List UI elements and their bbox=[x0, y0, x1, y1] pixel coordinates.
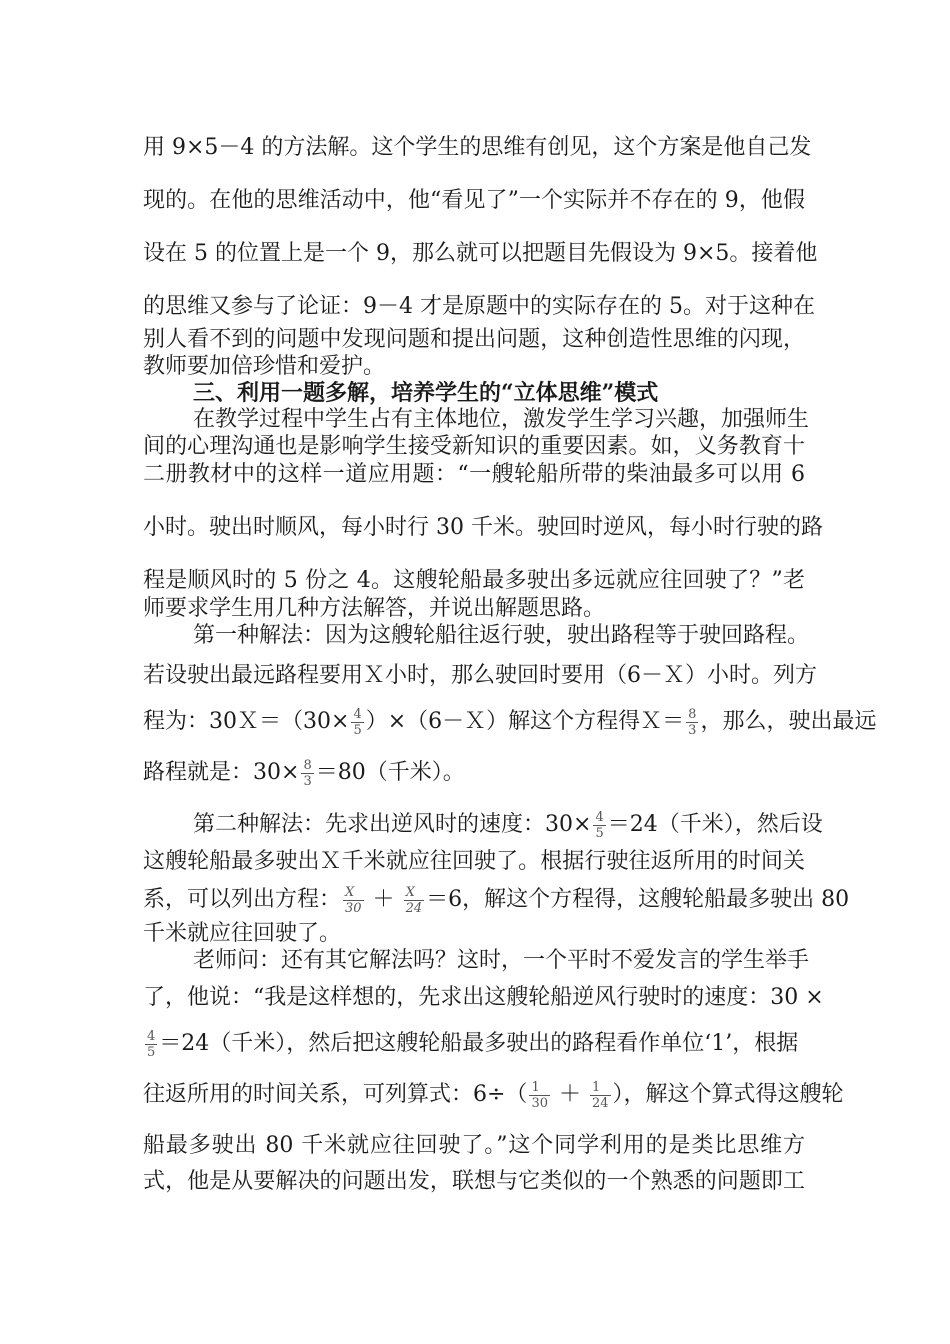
line-text: ＋ bbox=[551, 1082, 588, 1107]
fraction-numerator: X bbox=[404, 885, 425, 901]
fraction bbox=[404, 885, 425, 916]
fraction-numerator: X bbox=[343, 885, 364, 901]
fraction bbox=[686, 707, 698, 738]
fraction-denominator: 24 bbox=[591, 1095, 609, 1111]
fraction bbox=[301, 758, 313, 789]
fraction-denominator: 3 bbox=[688, 722, 697, 738]
fraction-numerator: 8 bbox=[303, 757, 312, 773]
line-text: 程是顺风时的 5 份之 4。这艘轮船最多驶出多远就应往回驶了？”老 bbox=[143, 568, 805, 593]
line-text: 船最多驶出 80 千米就应往回驶了。”这个同学利用的是类比思维方 bbox=[143, 1133, 805, 1158]
line-text: 若设驶出最远路程要用Ｘ小时，那么驶回时要用（6－Ｘ）小时。列方 bbox=[143, 663, 817, 688]
line-text: ，那么，驶出最远 bbox=[700, 709, 877, 734]
line-text: 程为：30Ｘ＝（30× bbox=[143, 709, 350, 734]
fraction-numerator: 4 bbox=[353, 706, 362, 722]
fraction-denominator: 30 bbox=[345, 900, 362, 916]
text-line bbox=[143, 128, 812, 168]
equation-line bbox=[143, 753, 805, 793]
text-line bbox=[143, 1126, 805, 1166]
line-text: 现的。在他的思维活动中，他“看见了”一个实际并不存在的 9，他假 bbox=[143, 188, 805, 213]
fraction-denominator: 3 bbox=[303, 773, 312, 789]
text-line bbox=[143, 455, 805, 495]
equation-line bbox=[143, 702, 877, 742]
line-text: 式，他是从要解决的问题出发，联想与它类似的一个熟悉的问题即工 bbox=[143, 1169, 805, 1194]
line-text: ＝24（千米），然后设 bbox=[607, 812, 823, 837]
line-text: ＝24（千米），然后把这艘轮船最多驶出的路程看作单位‘1’，根据 bbox=[159, 1031, 799, 1056]
line-text: 第一种解法：因为这艘轮船往返行驶，驶出路程等于驶回路程。 bbox=[193, 623, 810, 648]
line-text: 二册教材中的这样一道应用题：“一艘轮船所带的柴油最多可以用 6 bbox=[143, 462, 805, 487]
fraction-denominator: 24 bbox=[405, 900, 423, 916]
line-text: 在教学过程中学生占有主体地位，激发学生学习兴趣，加强师生 bbox=[193, 407, 810, 432]
line-text: 第二种解法：先求出逆风时的速度：30× bbox=[193, 812, 592, 837]
fraction bbox=[351, 707, 363, 738]
fraction bbox=[590, 1080, 611, 1111]
line-text: 这艘轮船最多驶出Ｘ千米就应往回驶了。根据行驶往返所用的时间关 bbox=[143, 849, 805, 874]
fraction-denominator: 30 bbox=[531, 1095, 548, 1111]
equation-line bbox=[143, 1024, 805, 1064]
text-line bbox=[143, 508, 823, 548]
fraction bbox=[529, 1080, 550, 1111]
line-text: 老师问：还有其它解法吗？这时，一个平时不爱发言的学生举手 bbox=[193, 948, 810, 973]
line-text: 路程就是：30× bbox=[143, 760, 300, 785]
fraction-denominator: 5 bbox=[353, 722, 362, 738]
text-line bbox=[143, 1162, 805, 1202]
heading-text: 三、利用一题多解，培养学生的“立体思维”模式 bbox=[193, 380, 659, 406]
line-text: 师要求学生用几种方法解答，并说出解题思路。 bbox=[143, 596, 606, 621]
fraction-numerator: 4 bbox=[147, 1028, 156, 1044]
line-text: 用 9×5－4 的方法解。这个学生的思维有创见，这个方案是他自己发 bbox=[143, 135, 812, 160]
text-line bbox=[143, 978, 824, 1018]
text-line bbox=[193, 616, 810, 656]
line-text: ）×（6－Ｘ）解这个方程得Ｘ＝ bbox=[365, 709, 685, 734]
line-text: 小时。驶出时顺风，每小时行 30 千米。驶回时逆风，每小时行驶的路 bbox=[143, 515, 823, 540]
fraction-numerator: 1 bbox=[529, 1080, 550, 1096]
fraction-denominator: 5 bbox=[595, 825, 604, 841]
fraction-numerator: 4 bbox=[595, 809, 604, 825]
line-text: ＋ bbox=[365, 887, 402, 912]
text-line bbox=[193, 941, 810, 981]
equation-line bbox=[193, 805, 823, 845]
line-text: ），解这个算式得这艘轮 bbox=[612, 1082, 844, 1107]
line-text: 了，他说：“我是这样想的，先求出这艘轮船逆风行驶时的速度：30 × bbox=[143, 985, 824, 1010]
line-text: 间的心理沟通也是影响学生接受新知识的重要因素。如，义务教育十 bbox=[143, 434, 805, 459]
line-text: 往返所用的时间关系，可列算式：6÷（ bbox=[143, 1082, 528, 1107]
fraction bbox=[343, 885, 364, 916]
equation-line bbox=[143, 1075, 844, 1115]
fraction bbox=[593, 810, 605, 841]
line-text: 教师要加倍珍惜和爱护。 bbox=[143, 354, 386, 379]
line-text: 别人看不到的问题中发现问题和提出问题，这种创造性思维的闪现， bbox=[143, 327, 805, 352]
text-line bbox=[143, 181, 805, 221]
line-text: ＝6，解这个方程得，这艘轮船最多驶出 80 bbox=[426, 887, 850, 912]
text-line bbox=[143, 842, 805, 882]
line-text: 的思维又参与了论证：9－4 才是原题中的实际存在的 5。对于这种在 bbox=[143, 294, 815, 319]
text-line bbox=[143, 234, 818, 274]
fraction-numerator: 8 bbox=[688, 706, 697, 722]
line-text: 系，可以列出方程： bbox=[143, 887, 342, 912]
text-line bbox=[143, 656, 817, 696]
line-text: ＝80（千米）。 bbox=[315, 760, 465, 785]
fraction-denominator: 5 bbox=[147, 1044, 156, 1060]
line-text: 设在 5 的位置上是一个 9，那么就可以把题目先假设为 9×5。接着他 bbox=[143, 241, 818, 266]
fraction bbox=[145, 1029, 157, 1060]
line-text: 千米就应往回驶了。 bbox=[143, 921, 342, 946]
fraction-numerator: 1 bbox=[590, 1080, 611, 1096]
